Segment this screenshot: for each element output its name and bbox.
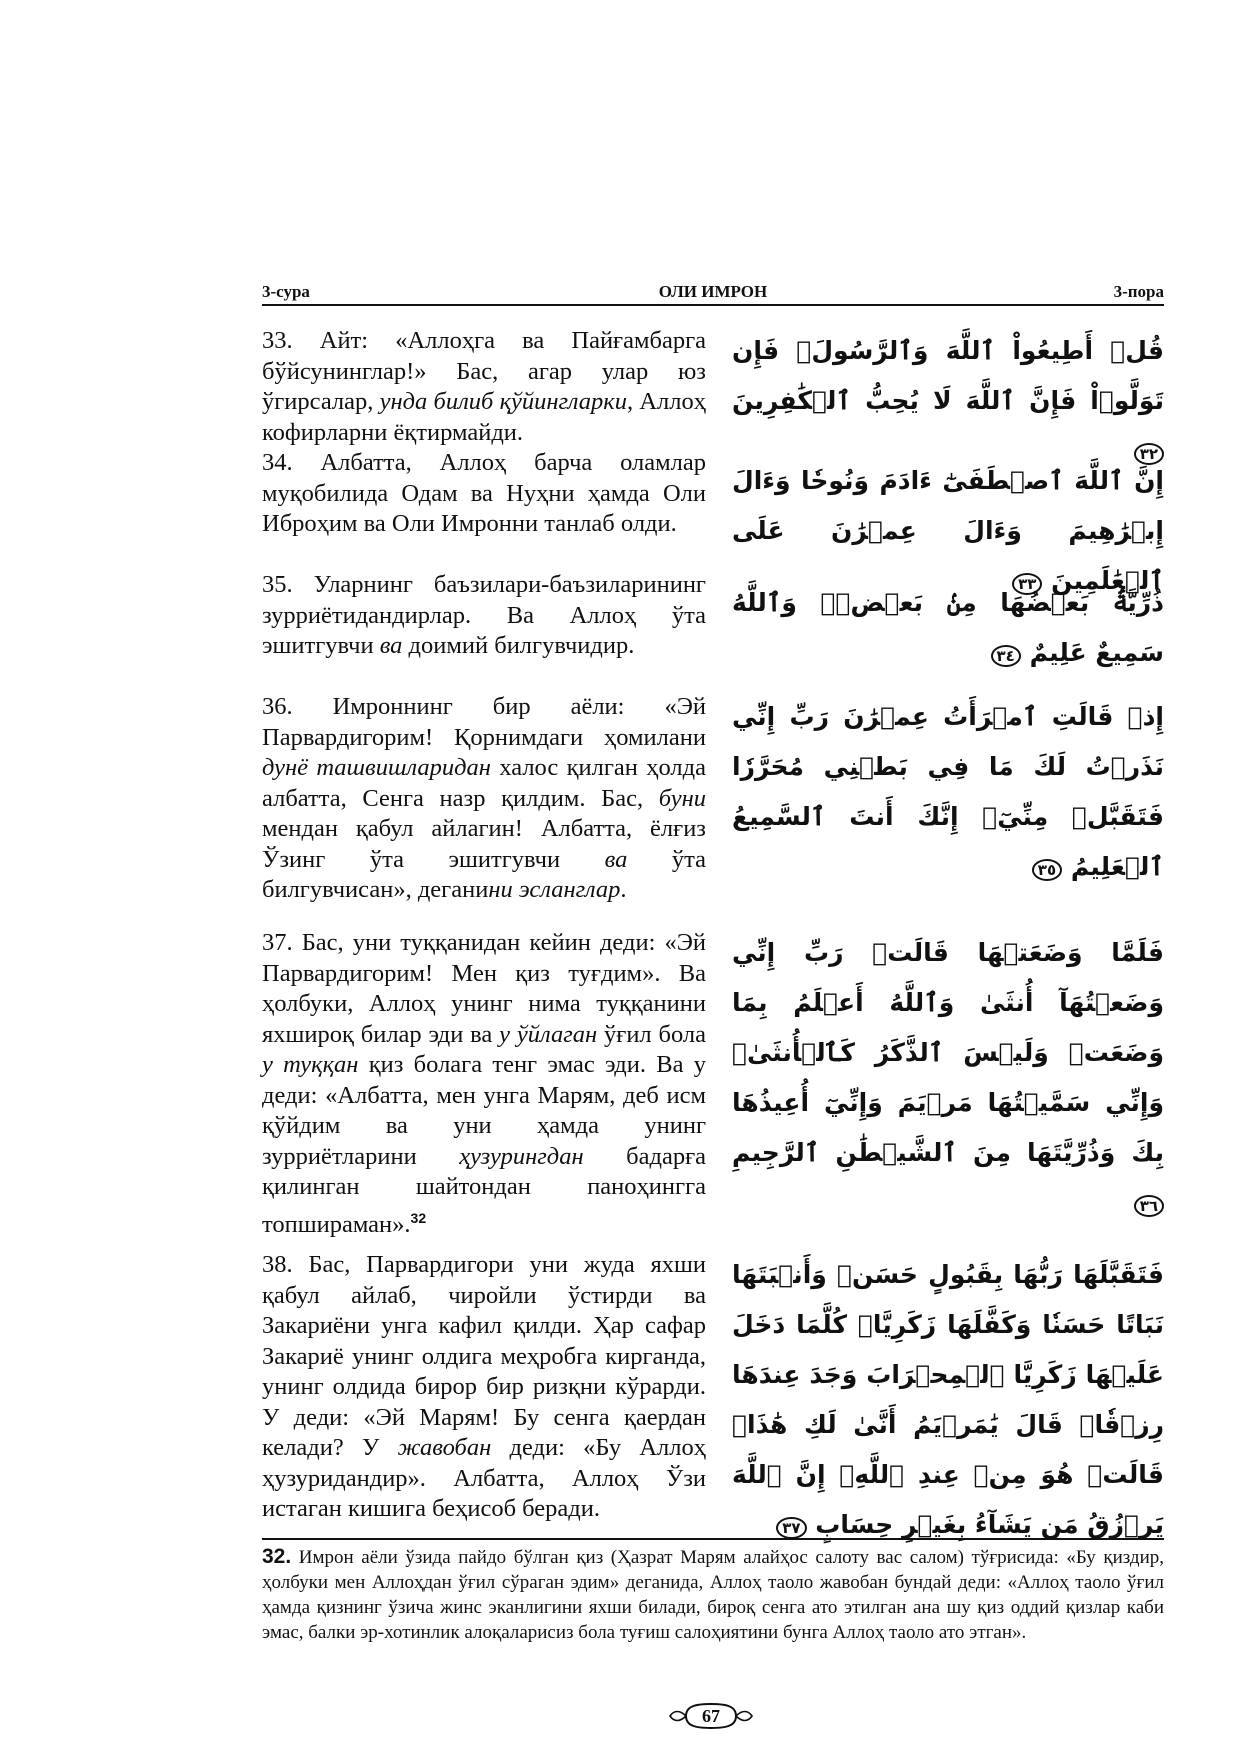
page-number-ornament xyxy=(666,1700,756,1732)
verse-arabic-33 xyxy=(732,326,1164,476)
arabic-text: ذُرِّيَّةَۢ بَعۡضُهَا مِنۢ بَعۡضٖۗ وَٱللَّهُ سَمِيعٌ عَلِيمٌ xyxy=(732,588,1164,667)
arabic-text: فَتَقَبَّلَهَا رَبُّهَا بِقَبُولٍ حَسَنٖ وَأَنۢبَتَهَا نَبَاتًا حَسَنٗا وَكَفَّلَهَا زَكَرِيَّاۖ كُلَّمَا دَخَلَ عَلَيۡهَا زَكَرِيَّا ٱلۡمِحۡرَابَ وَجَدَ عِندَهَا رِزۡقٗاۖ قَالَ يَٰمَرۡيَمُ أَنَّىٰ لَكِ هَٰذَاۖ قَالَتۡ هُوَ مِنۡ عِندِ ٱللَّهِۖ إِنَّ ٱللَّهَ يَرۡزُقُ مَن يَشَآءُ بِغَيۡرِ حِسَابٍ xyxy=(732,1260,1164,1539)
verse-translation-37: 37. Бас, уни туққанидан кейин деди: «Эй Парвардигорим! Мен қиз туғдим». Ва ҳолбуки, Аллоҳ унинг нима туққанини яхшироқ билар эди ва у ўйлаган ўғил бола у туққан қиз болага тенг эмас эди. Ва у деди: «Албатта, мен унга Марям, деб исм қўйдим ва уни ҳамда унинг зурриётларини ҳузурингдан бадарға қилинган шайтондан паноҳингга топшираман».$^{32}$ xyxy=(262,929,706,1238)
arabic-text: قُلۡ أَطِيعُواْ ٱللَّهَ وَٱلرَّسُولَۖ فَإِن تَوَلَّوۡاْ فَإِنَّ ٱللَّهَ لَا يُحِبُّ ٱلۡكَٰفِرِينَ xyxy=(732,336,1164,415)
verse-arabic-35 xyxy=(732,578,1164,678)
verse-end-marker: ٣٥ xyxy=(1032,859,1062,881)
verse-translation-36: 36. Имроннинг бир аёли: «Эй Парвардигорим! Қорнимдаги ҳомилани дунё ташвишларидан халос қилган ҳолда албатта, Сенга назр қилдим. Бас, буни мендан қабул айлагин! Албатта, ёлғиз Ўзинг ўта эшитгувчи ва ўта билгувчисан», деганини эсланглар. xyxy=(262,693,706,903)
footnote xyxy=(262,1544,1164,1645)
verse-translation-34: 34. Албатта, Аллоҳ барча оламлар муқобилида Одам ва Нуҳни ҳамда Оли Иброҳим ва Оли Имронни танлаб олди. xyxy=(262,449,706,537)
verse-end-marker: ٣٣ xyxy=(1012,573,1042,595)
footnote-number: 32. xyxy=(262,1545,292,1568)
running-header xyxy=(262,282,1164,306)
arabic-text: إِذۡ قَالَتِ ٱمۡرَأَتُ عِمۡرَٰنَ رَبِّ إِنِّي نَذَرۡتُ لَكَ مَا فِي بَطۡنِي مُحَرَّرٗا فَتَقَبَّلۡ مِنِّيٓۖ إِنَّكَ أَنتَ ٱلسَّمِيعُ ٱلۡعَلِيمُ xyxy=(732,702,1164,881)
verse-end-marker: ٣٦ xyxy=(1134,1195,1164,1217)
verse-translation-38: 38. Бас, Парвардигори уни жуда яхши қабул айлаб, чиройли ўстирди ва Закариёни унга кафил қилди. Ҳар сафар Закариё унинг олдига меҳробга кирганда, унинг олдида бирор бир ризқни кўрарди. У деди: «Эй Марям! Бу сенга қаердан келади? У жавобан деди: «Бу Аллоҳ ҳузуридандир». Албатта, Аллоҳ Ўзи истаган кишига беҳисоб беради. xyxy=(262,1251,706,1522)
footnote-rule xyxy=(262,1538,1164,1540)
verse-arabic-36 xyxy=(732,692,1164,892)
verse-end-marker: ٣٤ xyxy=(991,645,1021,667)
footnote-ref: 32 xyxy=(410,1209,427,1226)
verse-arabic-37 xyxy=(732,928,1164,1228)
surah-title: ОЛИ ИМРОН xyxy=(658,282,768,301)
verse-end-marker: ٣٧ xyxy=(776,1517,806,1539)
verse-translation-33: 33. Айт: «Аллоҳга ва Пайғамбарга бўйсунинглар!» Бас, агар улар юз ўгирсалар, унда билиб қўйингларки, Аллоҳ кофирларни ёқтирмайди. xyxy=(262,327,706,446)
juz-label: 3-пора xyxy=(1113,282,1164,301)
verse-end-marker: ٣٢ xyxy=(1134,443,1164,465)
header-rule xyxy=(262,304,1164,306)
arabic-text: إِنَّ ٱللَّهَ ٱصۡطَفَىٰٓ ءَادَمَ وَنُوحٗا وَءَالَ إِبۡرَٰهِيمَ وَءَالَ عِمۡرَٰنَ عَلَى ٱلۡعَٰلَمِينَ xyxy=(732,466,1164,595)
verse-translation-35: 35. Уларнинг баъзилари-баъзиларининг зурриётидандирлар. Ва Аллоҳ ўта эшитгувчи ва доимий билгувчидир. xyxy=(262,571,706,659)
arabic-text: فَلَمَّا وَضَعَتۡهَا قَالَتۡ رَبِّ إِنِّي وَضَعۡتُهَآ أُنثَىٰ وَٱللَّهُ أَعۡلَمُ بِمَا وَضَعَتۡ وَلَيۡسَ ٱلذَّكَرُ كَٱلۡأُنثَىٰۖ وَإِنِّي سَمَّيۡتُهَا مَرۡيَمَ وَإِنِّيٓ أُعِيذُهَا بِكَ وَذُرِّيَّتَهَا مِنَ ٱلشَّيۡطَٰنِ ٱلرَّجِيمِ xyxy=(732,938,1164,1167)
footnote-text: Имрон аёли ўзида пайдо бўлган қиз (Ҳазрат Марям алайҳос салоту вас салом) тўғрисида: «Бу қиздир, ҳолбуки мен Аллоҳдан ўғил сўраган эдим» деганида, Аллоҳ таоло жавобан бундай деди: «Аллоҳ таоло ўғил ҳамда қизнинг ўзича жинс эканлигини яхши билади, бироқ сенга ато этилган ана шу қиз оддий қизлар каби эмас, балки эр-хотинлик алоқаларисиз бола туғиш салоҳиятини бунга Аллоҳ таоло ато этган». xyxy=(262,1547,1164,1643)
page-number: 67 xyxy=(702,1706,720,1726)
verse-arabic-38 xyxy=(732,1250,1164,1550)
surah-label: 3-сура xyxy=(262,282,310,301)
